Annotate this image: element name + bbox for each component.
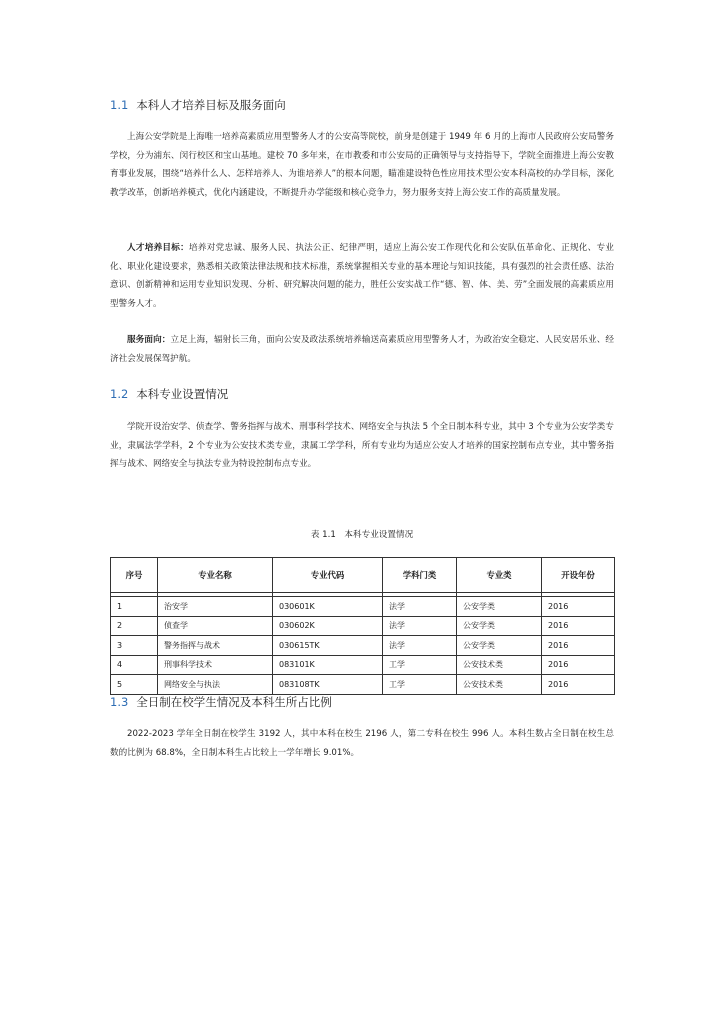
section-heading-1-3 (110, 694, 332, 710)
cell-category: 公安学类 (457, 636, 542, 656)
header-cell: 开设年份 (542, 558, 615, 593)
table-row (111, 636, 615, 656)
cell-year: 2016 (542, 616, 615, 636)
cell-discipline: 工学 (383, 675, 457, 695)
section-heading-1-2 (110, 386, 228, 402)
section-number: 1.2 (110, 387, 129, 401)
cell-category: 公安学类 (457, 616, 542, 636)
table-caption: 表 1.1 本科专业设置情况 (310, 530, 414, 540)
cell-year: 2016 (542, 655, 615, 675)
section-title: 全日制在校学生情况及本科生所占比例 (136, 695, 332, 709)
cell-category: 公安学类 (457, 597, 542, 617)
header-cell: 专业类 (457, 558, 542, 593)
cell-index: 1 (111, 597, 158, 617)
cell-major-name: 警务指挥与战术 (158, 636, 273, 656)
cell-index: 3 (111, 636, 158, 656)
header-cell: 学科门类 (383, 558, 457, 593)
cell-category: 公安技术类 (457, 675, 542, 695)
cell-major-name: 侦查学 (158, 616, 273, 636)
cell-major-name: 治安学 (158, 597, 273, 617)
table-row (111, 655, 615, 675)
header-cell: 序号 (111, 558, 158, 593)
table-row (111, 597, 615, 617)
cell-major-code: 030601K (273, 597, 383, 617)
cell-major-code: 083101K (273, 655, 383, 675)
cell-major-name: 刑事科学技术 (158, 655, 273, 675)
cell-major-code: 030602K (273, 616, 383, 636)
cell-year: 2016 (542, 675, 615, 695)
cell-major-name: 网络安全与执法 (158, 675, 273, 695)
section-heading-1-1 (110, 97, 286, 113)
cell-major-code: 030615TK (273, 636, 383, 656)
header-cell: 专业名称 (158, 558, 273, 593)
section-number: 1.1 (110, 98, 129, 112)
paragraph-service-orientation (110, 331, 614, 368)
service-orientation-label: 服务面向： (127, 335, 171, 345)
table-row (111, 616, 615, 636)
table-header-row (111, 558, 615, 593)
section-title: 本科专业设置情况 (136, 387, 229, 401)
cell-discipline: 法学 (383, 636, 457, 656)
cell-index: 4 (111, 655, 158, 675)
header-cell: 专业代码 (273, 558, 383, 593)
paragraph-majors: 学院开设治安学、侦查学、警务指挥与战术、刑事科学技术、网络安全与执法 5 个全日制本科专业，其中 3 个专业为公安学类专业，隶属法学学科，2 个专业为公安技术类专业，隶属工学学科，所有专业均为适应公安人才培养的国家控制布点专业，其中警务指挥与战术、网络安全与执法专业为特设控制布点专业。 (110, 422, 614, 469)
paragraph-training-goal (110, 239, 614, 313)
cell-discipline: 工学 (383, 655, 457, 675)
cell-category: 公安技术类 (457, 655, 542, 675)
cell-major-code: 083108TK (273, 675, 383, 695)
paragraph-enrollment: 2022-2023 学年全日制在校学生 3192 人，其中本科在校生 2196 人，第二专科在校生 996 人。本科生数占全日制在校生总数的比例为 68.8%，全日制本科生占比较上一学年增长 9.01%。 (110, 729, 614, 758)
table-row (111, 675, 615, 695)
majors-table (110, 557, 615, 695)
service-orientation-text: 立足上海，辐射长三角，面向公安及政法系统培养输送高素质应用型警务人才，为政治安全稳定、人民安居乐业、经济社会发展保驾护航。 (110, 335, 614, 364)
cell-index: 5 (111, 675, 158, 695)
cell-discipline: 法学 (383, 616, 457, 636)
training-goal-text: 培养对党忠诚、服务人民、执法公正、纪律严明，适应上海公安工作现代化和公安队伍革命化、正规化、专业化、职业化建设要求，熟悉相关政策法律法规和技术标准，系统掌握相关专业的基本理论与知识技能，具有强烈的社会责任感、法治意识、创新精神和运用专业知识发现、分析、研究解决问题的能力，胜任公安实战工作“德、智、体、美、劳”全面发展的高素质应用型警务人才。 (110, 243, 614, 309)
section-number: 1.3 (110, 695, 129, 709)
cell-discipline: 法学 (383, 597, 457, 617)
training-goal-label: 人才培养目标： (127, 243, 190, 253)
cell-year: 2016 (542, 636, 615, 656)
cell-year: 2016 (542, 597, 615, 617)
cell-index: 2 (111, 616, 158, 636)
paragraph-intro: 上海公安学院是上海唯一培养高素质应用型警务人才的公安高等院校，前身是创建于 1949 年 6 月的上海市人民政府公安局警务学校，分为浦东、闵行校区和宝山基地。建校 70 多年来，在市教委和市公安局的正确领导与支持指导下，学院全面推进上海公安教育事业发展，围绕“培养什么人、怎样培养人、为谁培养人”的根本问题，瞄准建设特色性应用技术型公安本科高校的办学目标，深化教学改革，创新培养模式，优化内涵建设，不断提升办学能级和核心竞争力，努力服务支持上海公安工作的高质量发展。 (110, 132, 614, 198)
section-title: 本科人才培养目标及服务面向 (136, 98, 286, 112)
